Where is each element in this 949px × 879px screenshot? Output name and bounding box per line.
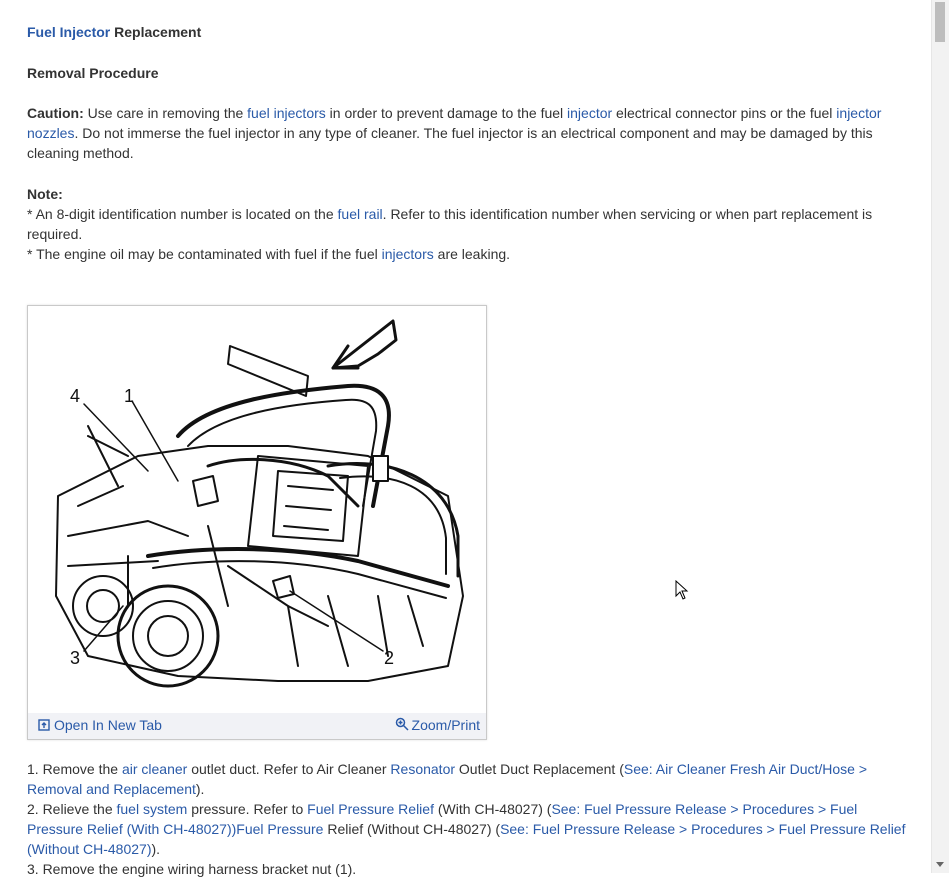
note-label: Note: [27, 186, 63, 202]
section-heading: Removal Procedure [27, 65, 159, 81]
callout-4: 4 [70, 386, 81, 406]
link-air-cleaner[interactable]: air cleaner [121, 761, 188, 777]
step-text: outlet duct. Refer to Air Cleaner [187, 761, 391, 777]
engine-figure [27, 305, 487, 740]
step-3: 3. Remove the engine wiring harness bracket nut (1). [27, 861, 357, 877]
note-text: are leaking. [433, 246, 511, 262]
link-injectors[interactable]: injectors [381, 246, 434, 262]
caution-label: Caution: [27, 105, 84, 121]
vertical-scrollbar[interactable] [931, 0, 949, 873]
open-tab-label: Open In New Tab [54, 717, 162, 733]
link-fuel-system[interactable]: fuel system [116, 801, 188, 817]
scroll-down-arrow-icon[interactable] [936, 862, 944, 867]
step-text: Outlet Duct Replacement ( [455, 761, 624, 777]
caution-text: in order to prevent damage to the fuel [325, 105, 568, 121]
link-resonator[interactable]: Resonator [390, 761, 456, 777]
note-text: . Refer to this identification number when servicing or when part replacement is required. [27, 206, 873, 242]
link-see-fuel-pressure-release-with[interactable]: See: Fuel Pressure Release > Procedures > Fuel Pressure Relief (With CH-48027))Fuel Pressure [27, 801, 858, 837]
note-text: * An 8-digit identification number is located on the [27, 206, 338, 222]
link-injector-nozzles[interactable]: injector nozzles [27, 105, 882, 141]
title-text: Replacement [110, 24, 202, 40]
note-bullet-1 [27, 204, 907, 244]
step-text: Relief (Without CH-48027) ( [323, 821, 501, 837]
open-in-new-tab-button[interactable] [38, 717, 162, 733]
figure-toolbar [28, 713, 486, 739]
link-fuel-injectors[interactable]: fuel injectors [247, 105, 326, 121]
step-2 [27, 799, 912, 859]
callout-2: 2 [384, 648, 395, 668]
link-fuel-pressure-relief[interactable]: Fuel Pressure Relief [307, 801, 434, 817]
caution-text: . Do not immerse the fuel injector in any type of cleaner. The fuel injector is an electrical component and may be damaged by this cleaning method. [27, 125, 873, 161]
page-title [27, 22, 201, 42]
link-injector[interactable]: injector [567, 105, 613, 121]
note-text: * The engine oil may be contaminated with fuel if the fuel [27, 246, 382, 262]
link-see-fuel-pressure-release-without[interactable]: See: Fuel Pressure Release > Procedures > Fuel Pressure Relief (Without CH-48027) [27, 821, 906, 857]
step-text: 2. Relieve the [27, 801, 117, 817]
callout-3: 3 [70, 648, 81, 668]
zoom-print-button[interactable] [395, 717, 480, 733]
procedure-steps [27, 759, 912, 879]
zoom-label: Zoom/Print [411, 717, 480, 733]
link-see-air-cleaner-duct[interactable]: See: Air Cleaner Fresh Air Duct/Hose > Removal and Replacement [27, 761, 868, 797]
step-text: (With CH-48027) ( [433, 801, 552, 817]
caution-text: Use care in removing the [83, 105, 248, 121]
mouse-cursor-icon [675, 580, 689, 600]
step-1 [27, 759, 912, 799]
link-fuel-rail[interactable]: fuel rail [337, 206, 383, 222]
note-bullet-2 [27, 244, 907, 264]
engine-diagram[interactable] [28, 306, 486, 713]
note-block [27, 184, 907, 264]
step-text: ). [195, 781, 205, 797]
title-link-fuel-injector[interactable]: Fuel Injector [27, 24, 111, 40]
zoom-icon [395, 717, 409, 731]
scrollbar-thumb[interactable] [935, 2, 945, 42]
step-text: ). [151, 841, 161, 857]
caution-paragraph [27, 103, 907, 163]
step-text: 1. Remove the [27, 761, 122, 777]
open-tab-icon [38, 719, 50, 731]
caution-text: electrical connector pins or the fuel [612, 105, 837, 121]
callout-1: 1 [124, 386, 135, 406]
step-text: pressure. Refer to [187, 801, 308, 817]
